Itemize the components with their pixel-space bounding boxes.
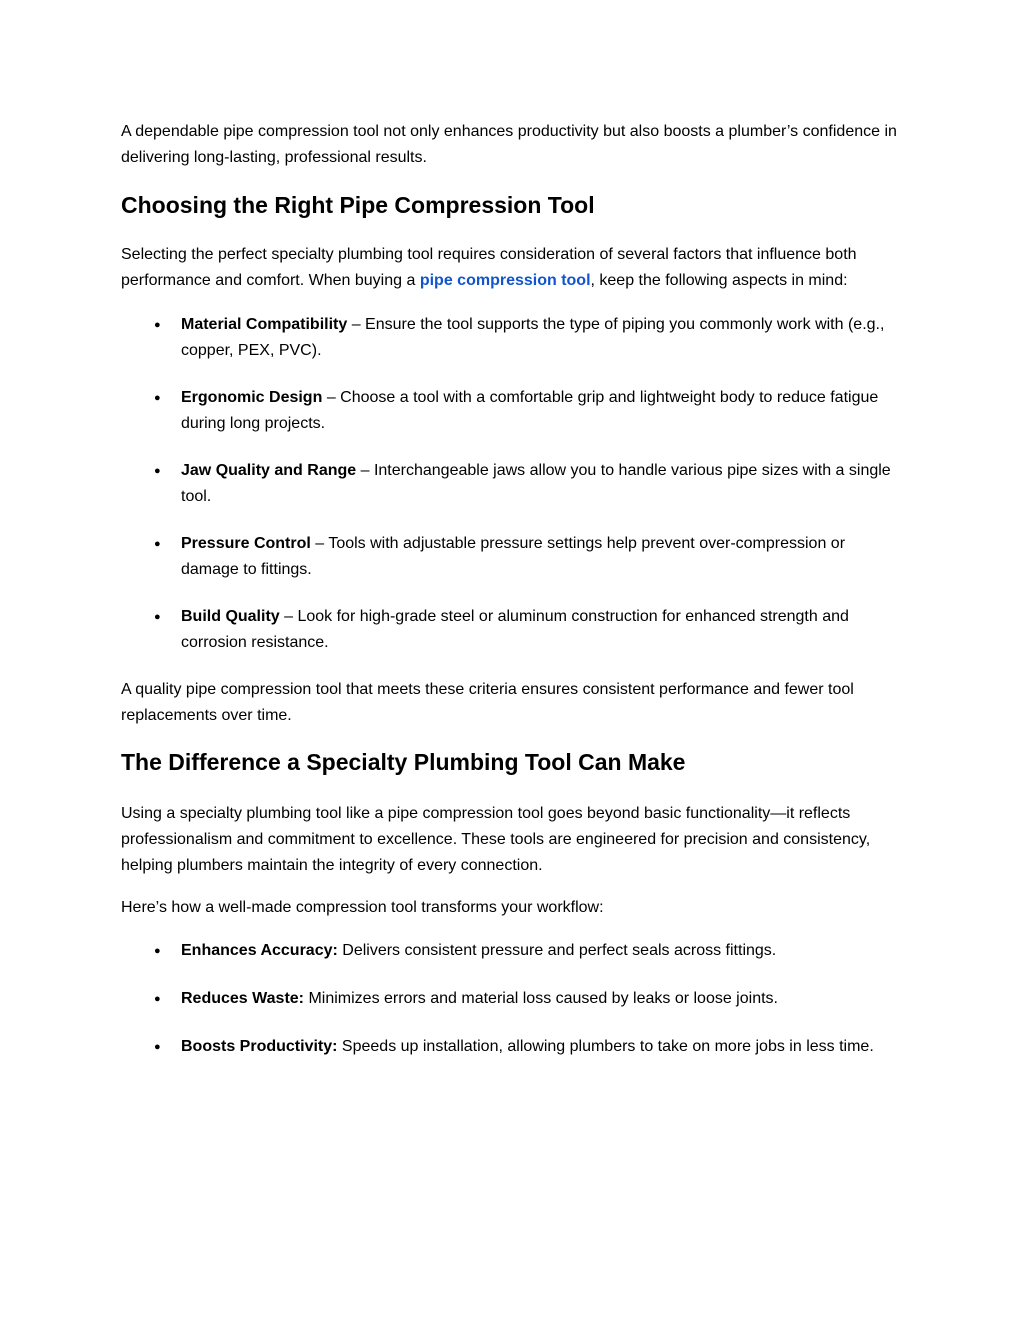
bullet-text: – Interchangeable jaws allow you to handle various pipe sizes with a single tool. (181, 462, 891, 505)
bullet-lead: Pressure Control (181, 535, 311, 552)
section2-heading: The Difference a Specialty Plumbing Tool Can Make (121, 749, 686, 775)
bullet-icon: ● (154, 465, 161, 477)
bullet-text: Delivers consistent pressure and perfect seals across fittings. (342, 942, 777, 959)
section1-heading: Choosing the Right Pipe Compression Tool (121, 192, 595, 218)
bullet-text: – Ensure the tool supports the type of piping you commonly work with (e.g., copper, PEX, PVC). (181, 316, 885, 359)
bullet-lead: Boosts Productivity: (181, 1038, 338, 1055)
factors-list (121, 312, 903, 656)
intro-paragraph: A dependable pipe compression tool not only enhances productivity but also boosts a plumber’s confidence in delivering long-lasting, professional results. (121, 123, 897, 166)
bullet-lead: Enhances Accuracy: (181, 942, 338, 959)
list-item (121, 312, 903, 364)
bullet-icon: ● (154, 611, 161, 623)
list-item (121, 604, 903, 656)
list-item (121, 1034, 903, 1060)
bullet-icon: ● (154, 319, 161, 331)
bullet-lead: Jaw Quality and Range (181, 462, 357, 479)
pipe-compression-tool-link[interactable]: pipe compression tool (419, 272, 591, 289)
bullet-lead: Build Quality (181, 608, 280, 625)
bullet-lead: Ergonomic Design (181, 389, 323, 406)
list-item (121, 938, 903, 964)
bullet-lead: Reduces Waste: (181, 990, 304, 1007)
section2-paragraph-2: Here’s how a well-made compression tool transforms your workflow: (121, 899, 604, 916)
section1-intro-after: , keep the following aspects in mind: (590, 272, 848, 289)
list-item (121, 986, 903, 1012)
bullet-icon: ● (154, 392, 161, 404)
list-item (121, 385, 903, 437)
workflow-benefits-list (121, 938, 903, 1060)
bullet-text: Speeds up installation, allowing plumbers to take on more jobs in less time. (341, 1038, 874, 1055)
section1-closing-paragraph: A quality pipe compression tool that meets these criteria ensures consistent performance and fewer tool replacements over time. (121, 681, 854, 724)
bullet-icon: ● (154, 538, 161, 550)
bullet-icon: ● (154, 1041, 161, 1053)
section1-intro-before: Selecting the perfect specialty plumbing tool requires consideration of several factors that influence both performance and comfort. When buying a (121, 246, 857, 289)
bullet-text: – Tools with adjustable pressure settings help prevent over-compression or damage to fittings. (181, 535, 846, 578)
bullet-icon: ● (154, 993, 161, 1005)
bullet-lead: Material Compatibility (181, 316, 348, 333)
section2-paragraph-1: Using a specialty plumbing tool like a pipe compression tool goes beyond basic functionality—it reflects professionalism and commitment to excellence. These tools are engineered for precision and consistency, helping plumbers maintain the integrity of every connection. (121, 805, 871, 874)
bullet-text: – Look for high-grade steel or aluminum construction for enhanced strength and corrosion resistance. (181, 608, 849, 651)
bullet-icon: ● (154, 945, 161, 957)
list-item (121, 531, 903, 583)
bullet-text: – Choose a tool with a comfortable grip and lightweight body to reduce fatigue during long projects. (181, 389, 879, 432)
bullet-text: Minimizes errors and material loss caused by leaks or loose joints. (308, 990, 778, 1007)
section1-intro-paragraph (121, 242, 903, 294)
list-item (121, 458, 903, 510)
